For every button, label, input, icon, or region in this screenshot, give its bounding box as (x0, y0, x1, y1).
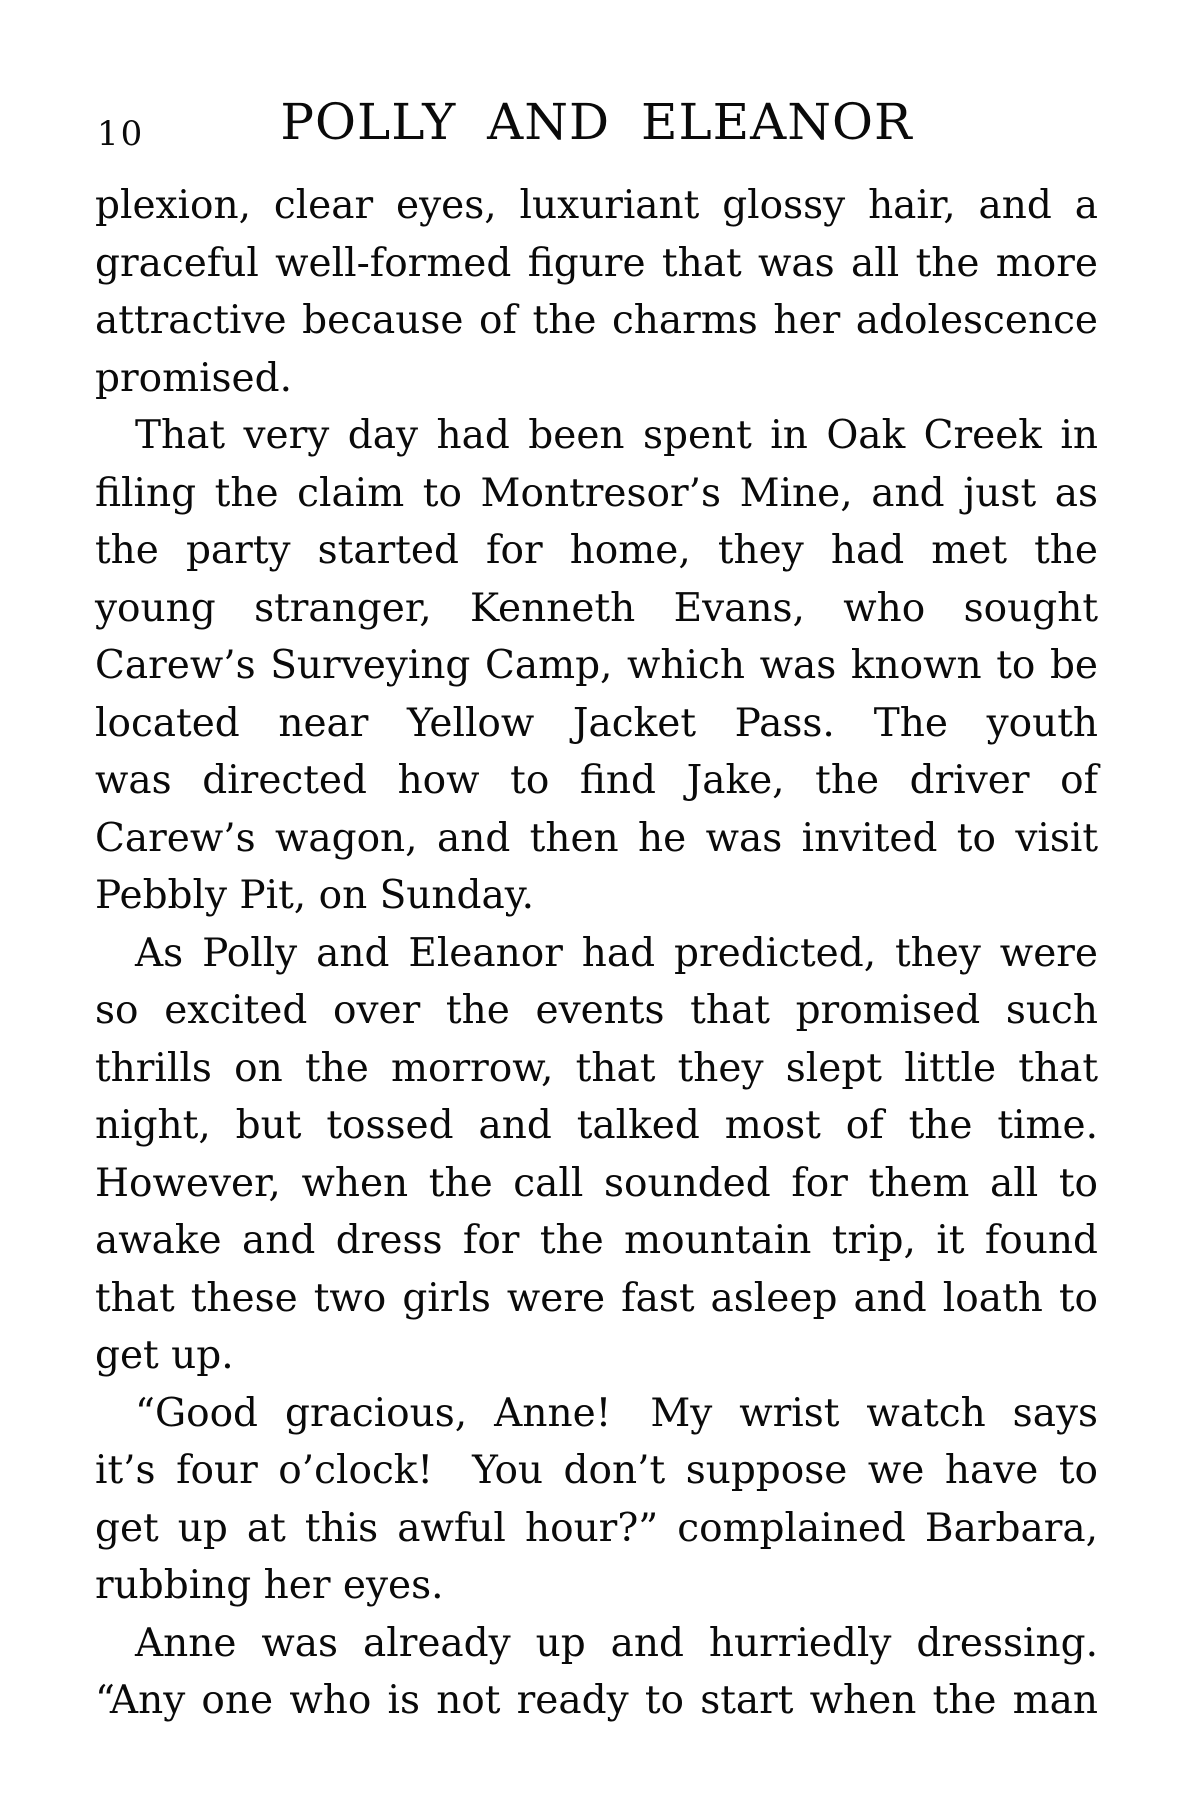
text-line: filing the claim to Montresor’s Mine, and just as (95, 470, 1098, 516)
text-line: young stranger, Kenneth Evans, who sought (95, 585, 1098, 631)
text-line: thrills on the morrow, that they slept little that (95, 1045, 1098, 1091)
text-line: Carew’s Surveying Camp, which was known to be (95, 643, 1098, 688)
page-title: POLLY AND ELEANOR (280, 93, 913, 151)
text-line: “Any one who is not ready to start when the man (95, 1678, 1098, 1723)
text-line: attractive because of the charms her adolescence (95, 298, 1098, 343)
text-line: Carew’s wagon, and then he was invited to visit (95, 815, 1098, 861)
text-line: graceful well-formed figure that was all the more (95, 240, 1098, 286)
text-line: “Good gracious, Anne! My wrist watch says (135, 1390, 1098, 1436)
text-line: located near Yellow Jacket Pass. The youth (95, 700, 1098, 746)
text-line: get up at this awful hour?” complained Barbara, (95, 1505, 1098, 1551)
text-line: Pebbly Pit, on Sunday. (95, 873, 534, 918)
text-line: so excited over the events that promised such (95, 988, 1098, 1033)
page-number: 10 (97, 114, 145, 154)
text-line: rubbing her eyes. (95, 1563, 444, 1608)
text-line: get up. (95, 1333, 234, 1378)
text-line: plexion, clear eyes, luxuriant glossy hair, and a (95, 183, 1098, 228)
text-line: the party started for home, they had met the (95, 528, 1098, 573)
text-line: promised. (95, 355, 292, 401)
text-block (95, 177, 1098, 1730)
text-line: awake and dress for the mountain trip, it found (95, 1218, 1098, 1263)
text-line: Anne was already up and hurriedly dressing. (135, 1620, 1098, 1666)
page-header (95, 93, 1098, 159)
text-line: night, but tossed and talked most of the time. (95, 1103, 1098, 1148)
text-line: it’s four o’clock! You don’t suppose we have to (95, 1448, 1098, 1493)
text-line: that these two girls were fast asleep and loath to (95, 1275, 1098, 1321)
text-line: As Polly and Eleanor had predicted, they were (135, 930, 1098, 976)
text-line: That very day had been spent in Oak Creek in (135, 413, 1098, 458)
text-line: was directed how to find Jake, the driver of (95, 758, 1098, 803)
text-line: However, when the call sounded for them all to (95, 1160, 1098, 1206)
